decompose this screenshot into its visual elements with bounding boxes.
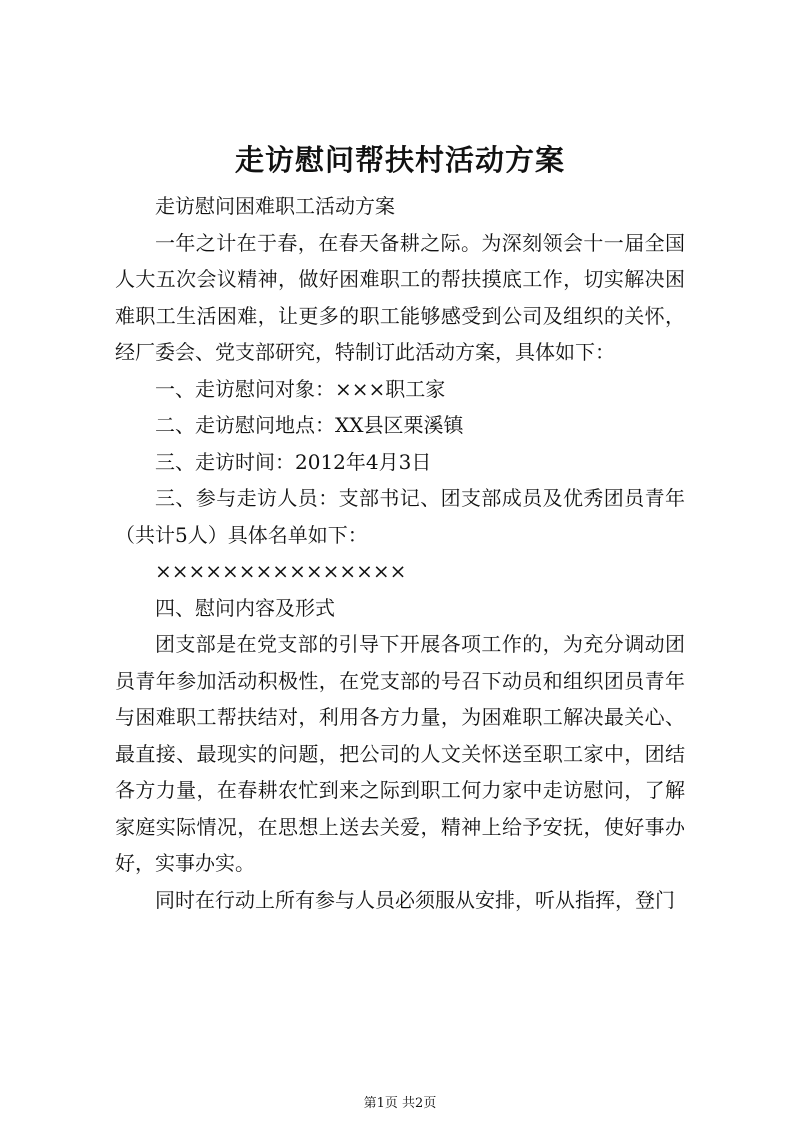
paragraph-participants: 三、参与走访人员：支部书记、团支部成员及优秀团员青年（共计5人）具体名单如下： (115, 486, 685, 547)
paragraph-location: 二、走访慰问地点：XX县区栗溪镇 (155, 413, 464, 437)
paragraph-intro: 一年之计在于春，在春天备耕之际。为深刻领会十一届全国人大五次会议精神，做好困难职工的帮扶摸底工作，切实解决困难职工生活困难，让更多的职工能够感受到公司及组织的关怀，经厂委会、党支部研究，特制订此活动方案，具体如下： (115, 230, 685, 364)
page-footer: 第1页 共2页 (363, 1096, 437, 1111)
paragraph-time: 三、走访时间：2012年4月3日 (155, 449, 432, 474)
paragraph-target: 一、走访慰问对象：×××职工家 (155, 376, 446, 401)
document-body (115, 188, 685, 918)
paragraph-continuation: 同时在行动上所有参与人员必须服从安排，听从指挥，登门 (155, 887, 675, 912)
paragraph-name-list: ××××××××××××××× (155, 559, 407, 583)
paragraph-section-heading: 四、慰问内容及形式 (155, 595, 335, 620)
paragraph-subtitle: 走访慰问困难职工活动方案 (155, 194, 395, 218)
document-title: 走访慰问帮扶村活动方案 (234, 143, 565, 177)
paragraph-content: 团支部是在党支部的引导下开展各项工作的，为充分调动团员青年参加活动积极性，在党支部的号召下动员和组织团员青年与困难职工帮扶结对，利用各方力量，为困难职工解决最关心、最直接、最现实的问题，把公司的人文关怀送至职工家中，团结各方力量，在春耕农忙到来之际到职工何力家中走访慰问，了解家庭实际情况，在思想上送去关爱，精神上给予安抚，使好事办好，实事办实。 (115, 632, 685, 875)
